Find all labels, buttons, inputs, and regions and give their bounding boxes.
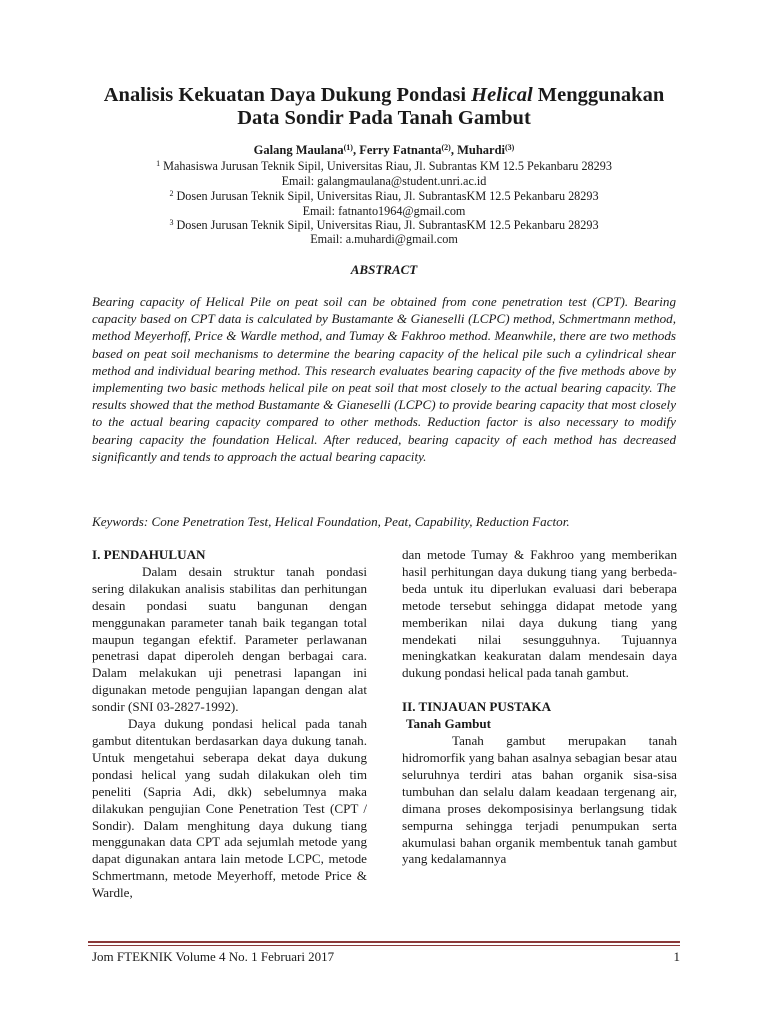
right-column <box>402 547 677 868</box>
section-heading-pendahuluan: I. PENDAHULUAN <box>92 547 206 562</box>
author-3: , Muhardi <box>450 143 505 157</box>
paper-title <box>60 84 708 130</box>
keywords: Keywords: Cone Penetration Test, Helical Foundation, Peat, Capability, Reduction Factor. <box>92 514 570 529</box>
paragraph: Daya dukung pondasi helical pada tanah gambut ditentukan berdasarkan daya dukung tanah. Untuk mengetahui seberapa dekat daya dukung pondasi helical yang sudah dilakukan oleh tim peneliti (Sapria Adi, dkk) sebelumnya maka dilakukan pengujian Cone Penetration Test (CPT / Sondir). Dalam menghitung daya dukung tiang menggunakan data CPT ada sejumlah metode yang dapat digunakan antara lain metode LCPC, metode Schmertmann, metode Meyerhoff, metode Price & Wardle, <box>92 716 367 901</box>
author-1-ref: (1) <box>343 143 353 152</box>
title-part1: Analisis Kekuatan Daya Dukung Pondasi <box>103 84 472 106</box>
affiliation-3-text: Dosen Jurusan Teknik Sipil, Universitas Riau, Jl. SubrantasKM 12.5 Pekanbaru 28293 <box>173 218 599 232</box>
abstract-heading: ABSTRACT <box>350 262 418 277</box>
spacer <box>402 682 677 699</box>
author-list <box>60 143 708 157</box>
affiliation-1-ref: 1 <box>156 159 161 168</box>
author-1: Galang Maulana <box>253 143 344 157</box>
paragraph: Dalam desain struktur tanah pondasi sering dilakukan analisis stabilitas dan perhitungan desain pondasi suatu bangunan dengan menggunakan parameter tanah baik tegangan total maupun tegangan efektif. Parameter perlawanan penetrasi dapat diperoleh dengan berbagai cara. Dalam melakukan uji penetrasi lapangan ini digunakan metode pengujian lapangan dengan alat sondir (SNI 03-2827-1992). <box>92 563 367 715</box>
footer-rule <box>88 941 680 943</box>
author-3-ref: (3) <box>505 143 515 152</box>
title-italic-word: Helical <box>471 84 533 106</box>
affiliation-3-email: Email: a.muhardi@gmail.com <box>310 232 458 246</box>
title-line2: Data Sondir Pada Tanah Gambut <box>237 107 531 129</box>
page-number: 1 <box>673 949 680 964</box>
footer-journal: Jom FTEKNIK Volume 4 No. 1 Februari 2017 <box>92 949 335 964</box>
title-part2: Menggunakan <box>532 84 665 106</box>
affiliation-2-email: Email: fatnanto1964@gmail.com <box>302 204 466 218</box>
subsection-heading: Tanah Gambut <box>406 716 492 732</box>
author-2-ref: (2) <box>441 143 451 152</box>
affiliation-2-ref: 2 <box>169 189 174 198</box>
affiliation-1-email: Email: galangmaulana@student.unri.ac.id <box>281 174 487 188</box>
author-2: , Ferry Fatnanta <box>352 143 442 157</box>
footer-rule-thin <box>88 945 680 946</box>
left-column <box>92 547 367 902</box>
affiliation-1 <box>60 159 708 173</box>
affiliation-3-ref: 3 <box>169 218 174 227</box>
abstract-text: Bearing capacity of Helical Pile on peat soil can be obtained from cone penetration test (CPT). Bearing capacity based on CPT data is calculated by Bustamante & Gianeselli (LCPC) method, Schmertmann method, method Meyerhoff, Price & Wardle method, and Tumay & Fakhroo method. Meanwhile, there are two methods based on peat soil mechanisms to determine the bearing capacity of the helical pile such a cylindrical shear method and individual bearing method. This research evaluates bearing capacity of the five methods above by implementing two basic methods helical pile on peat soil that most closely to the actual bearing capacity. The results showed that the method Bustamante & Gianeselli (LCPC) to provide bearing capacity that most closely to the actual bearing capacity compared to other methods. Reduction factor is also necessary to modify bearing capacity the foundation Helical. After reduced, bearing capacity of each method has decreased significantly and tends to approach the actual bearing capacity. <box>92 294 676 464</box>
affiliation-2-text: Dosen Jurusan Teknik Sipil, Universitas Riau, Jl. SubrantasKM 12.5 Pekanbaru 28293 <box>173 189 599 203</box>
affiliation-1-text: Mahasiswa Jurusan Teknik Sipil, Universitas Riau, Jl. Subrantas KM 12.5 Pekanbaru 28293 <box>160 159 612 173</box>
affiliation-3 <box>60 218 708 232</box>
section-heading-tinjauan-pustaka: II. TINJAUAN PUSTAKA <box>402 699 552 715</box>
paragraph: dan metode Tumay & Fakhroo yang memberikan hasil perhitungan daya dukung tiang yang berbeda-beda untuk itu diperlukan evaluasi dari beberapa metode tersebut sehingga didapat metode yang memberikan nilai daya dukung tiang yang mendekati nilai sesungguhnya. Tujuannya meningkatkan keakuratan dalam mendesain daya dukung pondasi helical pada tanah gambut. <box>402 547 677 681</box>
affiliation-2 <box>60 189 708 203</box>
paragraph: Tanah gambut merupakan tanah hidromorfik yang bahan asalnya sebagian besar atau seluruhnya terdiri atas bahan organik sisa-sisa tumbuhan dan selalu dalam keadaan tergenang air, dimana proses dekomposisinya berlangsung tidak sempurna sehingga terjadi penumpukan serta akumulasi bahan organik membentuk tanah gambut yang kedalamannya <box>402 733 677 867</box>
